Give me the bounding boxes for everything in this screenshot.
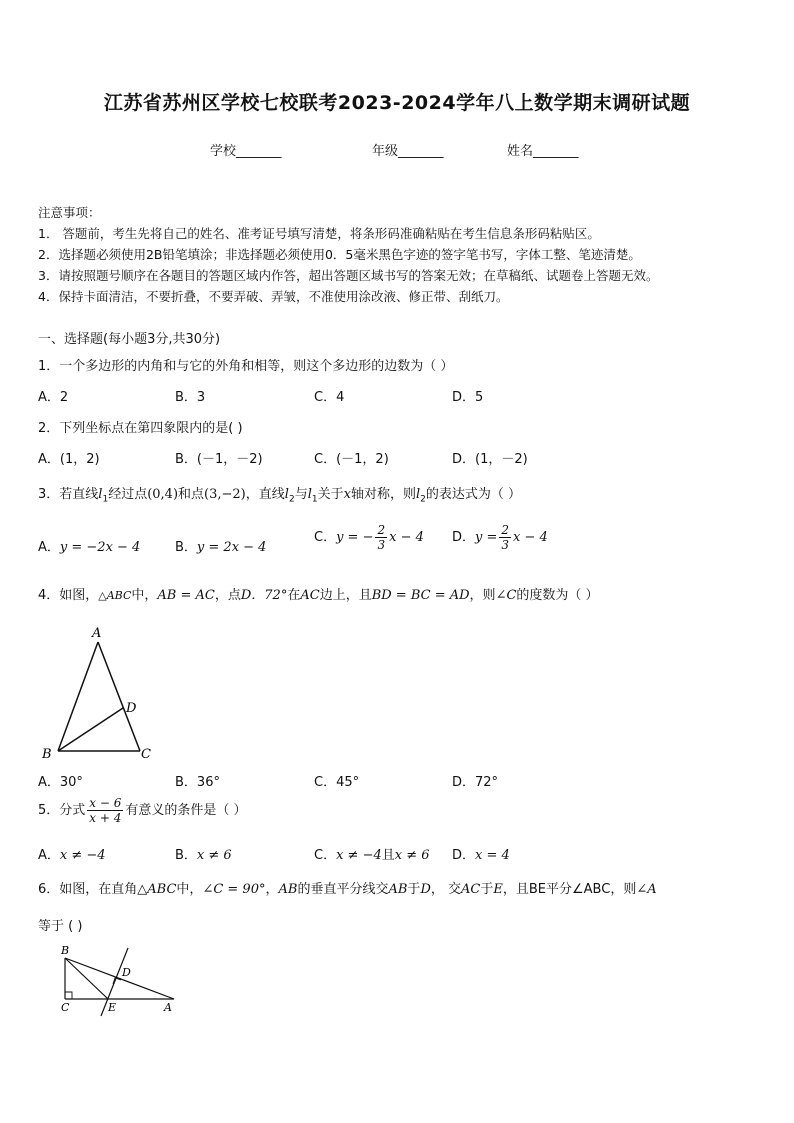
q1-option-c[interactable]: C．4 — [314, 390, 345, 405]
q2-option-b[interactable]: B．(－1，－2) — [175, 452, 263, 467]
q3-option-a[interactable]: A．y = −2x − 4 — [38, 540, 141, 555]
q4-stem: 4．如图，△ABC中，AB = AC，点D．72°在AC边上，且BD = BC = AD，则∠C的度数为（ ） — [38, 588, 599, 603]
q1-option-d[interactable]: D．5 — [452, 390, 484, 405]
q5-option-b[interactable]: B．x ≠ 6 — [175, 848, 232, 863]
q1-option-b[interactable]: B．3 — [175, 390, 206, 405]
q3-option-c[interactable]: C．y = − $\frac{2}{3}$ x − 4 — [314, 523, 424, 552]
q5-stem: 5．分式 $\frac{x - 6}{x + 4}$ 有意义的条件是（ ） — [38, 796, 247, 825]
fraction: $\frac{2}{3}$ — [501, 523, 510, 552]
q2-option-c[interactable]: C．(－1，2) — [314, 452, 389, 467]
vertex-label-a: A — [92, 626, 102, 641]
triangle-figure-q6 — [52, 940, 187, 1018]
q1-stem: 1．一个多边形的内角和与它的外角和相等，则这个多边形的边数为（ ） — [38, 359, 454, 374]
q3-option-b[interactable]: B．y = 2x − 4 — [175, 540, 267, 555]
notice-item-1: 1． 答题前，考生先将自己的姓名、准考证号填写清楚，将条形码准确粘贴在考生信息条形码粘贴区。 — [38, 226, 600, 241]
vertex-label-a: A — [164, 1001, 172, 1014]
q5-option-c[interactable]: C．x ≠ −4且x ≠ 6 — [314, 848, 430, 863]
q1-option-a[interactable]: A．2 — [38, 390, 69, 405]
notice-item-4: 4．保持卡面清洁，不要折叠，不要弄破、弄皱，不准使用涂改液、修正带、刮纸刀。 — [38, 289, 509, 304]
notice-item-2: 2．选择题必须使用2B铅笔填涂；非选择题必须使用0．5毫米黑色字迹的签字笔书写，字体工整、笔迹清楚。 — [38, 247, 641, 262]
q2-option-a[interactable]: A．(1，2) — [38, 452, 100, 467]
q3-option-d[interactable]: D．y = $\frac{2}{3}$ x − 4 — [452, 523, 548, 552]
q4-option-c[interactable]: C．45° — [314, 775, 360, 790]
grade-field[interactable]: 年级_______ — [372, 144, 444, 159]
q5-option-d[interactable]: D．x = 4 — [452, 848, 510, 863]
q4-option-d[interactable]: D．72° — [452, 775, 499, 790]
triangle-figure-q4 — [36, 622, 166, 762]
q6-stem: 6．如图，在直角△ABC中，∠C = 90°，AB的垂直平分线交AB于D， 交AC于E，且BE平分∠ABC，则∠A — [38, 882, 657, 897]
q2-option-d[interactable]: D．(1，－2) — [452, 452, 528, 467]
vertex-label-b: B — [42, 747, 52, 762]
vertex-label-b: B — [61, 944, 70, 957]
notice-item-3: 3．请按照题号顺序在各题目的答题区域内作答，超出答题区域书写的答案无效；在草稿纸、试题卷上答题无效。 — [38, 268, 659, 283]
fraction: $\frac{x - 6}{x + 4}$ — [89, 796, 122, 825]
vertex-label-c: C — [141, 747, 151, 762]
q3-stem: 3．若直线$l_1$经过点(0,4)和点(3,−2)，直线$l_2$与$l_1$关于x轴对称，则$l_2$的表达式为（ ） — [38, 487, 522, 505]
notice-header: 注意事项： — [38, 205, 101, 220]
q2-stem: 2．下列坐标点在第四象限内的是( ) — [38, 421, 243, 436]
name-field[interactable]: 姓名_______ — [507, 144, 579, 159]
q4-option-b[interactable]: B．36° — [175, 775, 220, 790]
q5-option-a[interactable]: A．x ≠ −4 — [38, 848, 106, 863]
q6-stem-line2: 等于 ( ) — [38, 919, 83, 934]
school-field[interactable]: 学校_______ — [210, 144, 282, 159]
q4-option-a[interactable]: A．30° — [38, 775, 83, 790]
vertex-label-d: D — [122, 966, 131, 979]
section-heading: 一、选择题(每小题3分,共30分) — [38, 332, 221, 347]
vertex-label-e: E — [108, 1001, 117, 1014]
vertex-label-c: C — [61, 1001, 70, 1014]
fraction: $\frac{2}{3}$ — [377, 523, 386, 552]
page-title: 江苏省苏州区学校七校联考2023-2024学年八上数学期末调研试题 — [103, 92, 691, 114]
vertex-label-d: D — [126, 701, 137, 716]
